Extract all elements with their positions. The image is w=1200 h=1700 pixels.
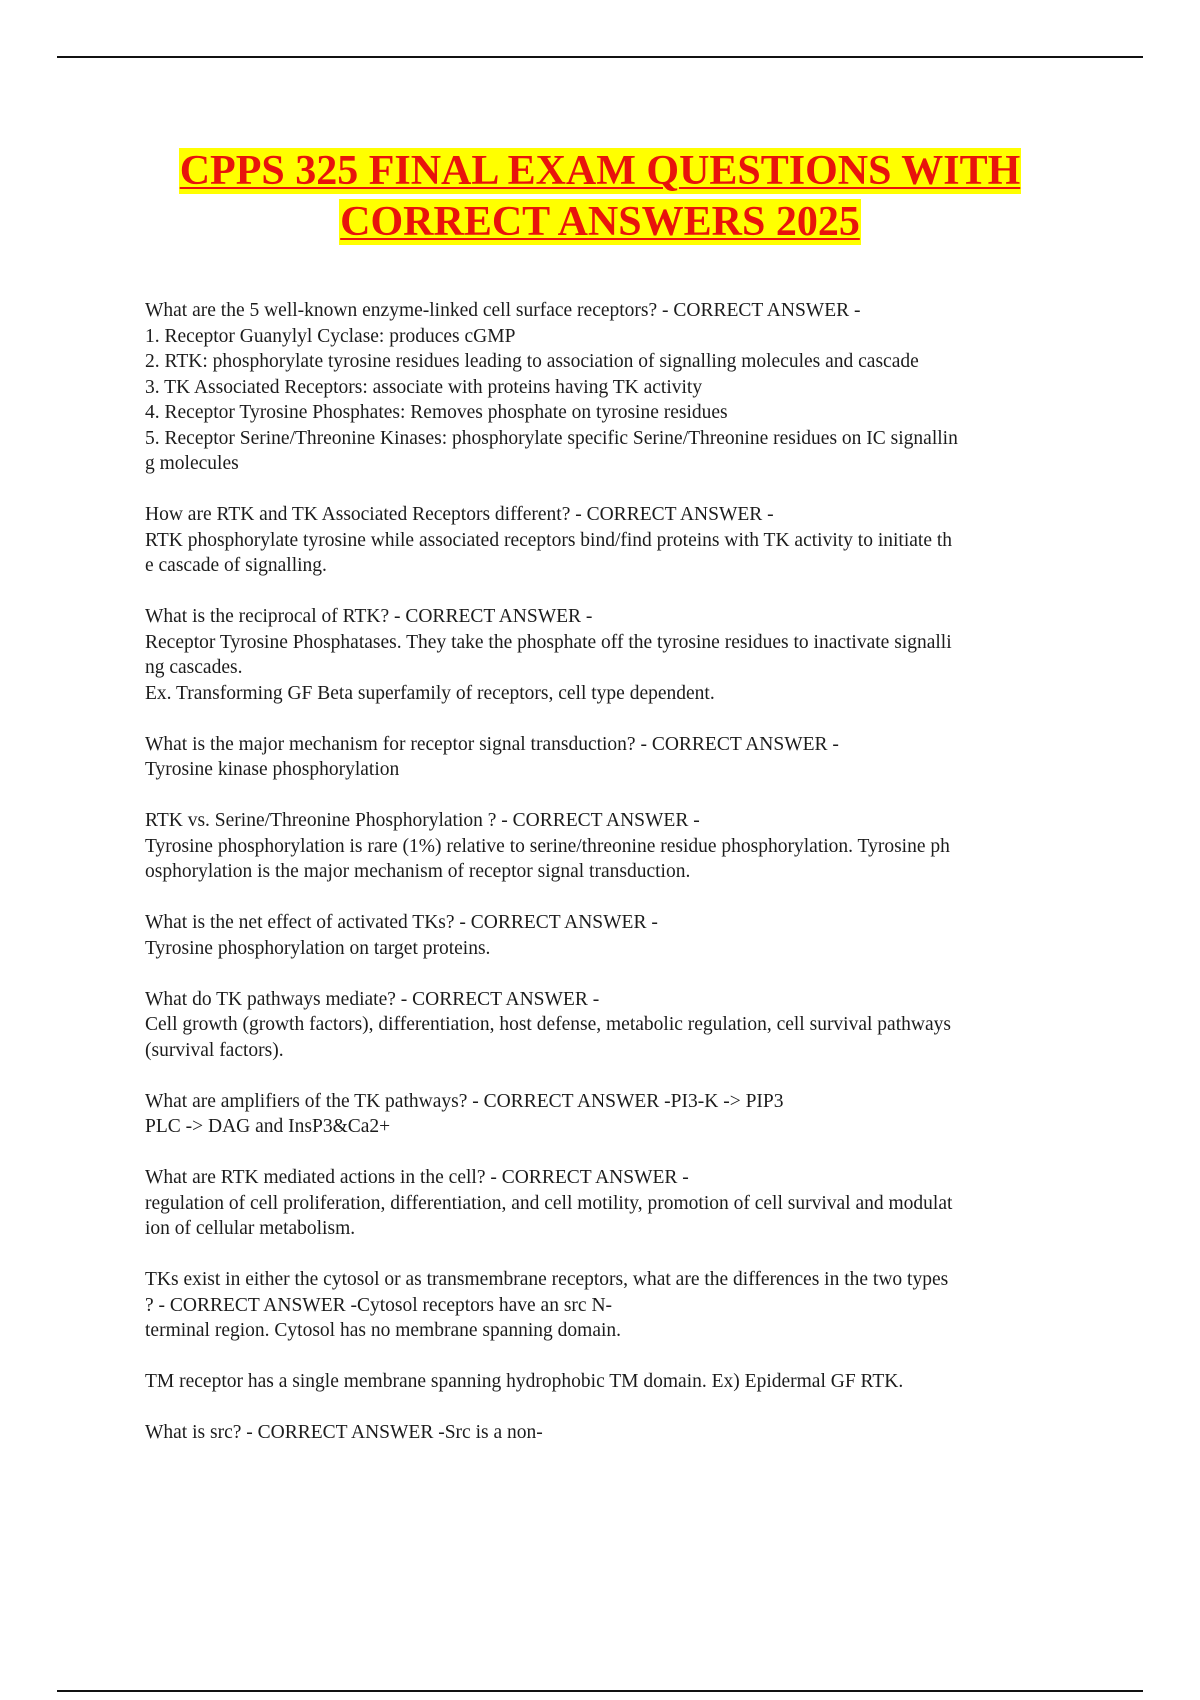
- qa-answer-line: terminal region. Cytosol has no membrane spanning domain.: [145, 1320, 622, 1341]
- qa-question-line: What is the net effect of activated TKs? - CORRECT ANSWER -: [145, 912, 658, 933]
- qa-answer-line: Tyrosine phosphorylation on target proteins.: [145, 937, 491, 959]
- title-line-2: CORRECT ANSWERS 2025: [340, 199, 860, 245]
- qa-answer-line: 3. TK Associated Receptors: associate with proteins having TK activity: [145, 376, 703, 398]
- qa-answer-line: Tyrosine kinase phosphorylation: [145, 759, 400, 780]
- qa-answer-line: PLC -> DAG and InsP3&Ca2+: [145, 1116, 391, 1137]
- qa-answer-line: 5. Receptor Serine/Threonine Kinases: phosphorylate specific Serine/Threonine residues on IC signallin: [145, 427, 958, 449]
- qa-question-line: TKs exist in either the cytosol or as transmembrane receptors, what are the differences in the two types: [145, 1269, 949, 1290]
- qa-block: [145, 298, 1090, 477]
- qa-answer-line: 2. RTK: phosphorylate tyrosine residues leading to association of signalling molecules and cascade: [145, 351, 919, 372]
- qa-block: [145, 1420, 1090, 1446]
- qa-answer-line: 4. Receptor Tyrosine Phosphates: Removes phosphate on tyrosine residues: [145, 402, 728, 423]
- title-line-1: CPPS 325 FINAL EXAM QUESTIONS WITH: [179, 148, 1021, 194]
- qa-answer-line: osphorylation is the major mechanism of receptor signal transduction.: [145, 861, 691, 882]
- top-rule: [57, 56, 1143, 58]
- qa-answer-line: 1. Receptor Guanylyl Cyclase: produces cGMP: [145, 325, 516, 347]
- qa-answer-line: ion of cellular metabolism.: [145, 1218, 356, 1239]
- bottom-rule: [57, 1690, 1143, 1692]
- qa-question-line: What is the reciprocal of RTK? - CORRECT ANSWER -: [145, 606, 593, 627]
- qa-question-line: RTK vs. Serine/Threonine Phosphorylation ? - CORRECT ANSWER -: [145, 810, 700, 831]
- qa-answer-line: ? - CORRECT ANSWER -Cytosol receptors have an src N-: [145, 1294, 613, 1316]
- qa-question-line: What do TK pathways mediate? - CORRECT ANSWER -: [145, 988, 600, 1010]
- qa-answer-line: Tyrosine phosphorylation is rare (1%) relative to serine/threonine residue phosphorylation. Tyrosine ph: [145, 835, 950, 857]
- qa-block: [145, 1089, 1090, 1140]
- qa-answer-line: Cell growth (growth factors), differentiation, host defense, metabolic regulation, cell survival pathways: [145, 1014, 951, 1035]
- qa-question-line: What is the major mechanism for receptor signal transduction? - CORRECT ANSWER -: [145, 733, 839, 755]
- qa-answer-line: Ex. Transforming GF Beta superfamily of receptors, cell type dependent.: [145, 682, 715, 704]
- qa-block: [145, 1369, 1090, 1395]
- qa-block: [145, 604, 1090, 706]
- qa-question-line: How are RTK and TK Associated Receptors different? - CORRECT ANSWER -: [145, 504, 774, 525]
- qa-answer-line: RTK phosphorylate tyrosine while associated receptors bind/find proteins with TK activity to initiate th: [145, 529, 953, 551]
- qa-question-line: What are the 5 well-known enzyme-linked cell surface receptors? - CORRECT ANSWER -: [145, 300, 861, 321]
- qa-question-line: What are amplifiers of the TK pathways? - CORRECT ANSWER -PI3-K -> PIP3: [145, 1090, 784, 1112]
- qa-block: [145, 1267, 1090, 1344]
- qa-answer-line: regulation of cell proliferation, differentiation, and cell motility, promotion of cell survival and modulat: [145, 1192, 953, 1214]
- qa-block: [145, 732, 1090, 783]
- qa-answer-line: e cascade of signalling.: [145, 555, 327, 576]
- qa-block: [145, 1165, 1090, 1242]
- page-title: [100, 146, 1100, 248]
- qa-question-line: TM receptor has a single membrane spanning hydrophobic TM domain. Ex) Epidermal GF RTK.: [145, 1371, 904, 1392]
- qa-answer-line: g molecules: [145, 453, 239, 474]
- qa-block: [145, 910, 1090, 961]
- qa-block: [145, 502, 1090, 579]
- qa-question-line: What are RTK mediated actions in the cell? - CORRECT ANSWER -: [145, 1167, 689, 1188]
- qa-answer-line: (survival factors).: [145, 1039, 284, 1061]
- qa-answer-line: ng cascades.: [145, 657, 243, 678]
- qa-question-line: What is src? - CORRECT ANSWER -Src is a non-: [145, 1422, 543, 1443]
- qa-answer-line: Receptor Tyrosine Phosphatases. They take the phosphate off the tyrosine residues to inactivate signalli: [145, 631, 952, 653]
- qa-content: [145, 298, 1090, 1471]
- qa-block: [145, 808, 1090, 885]
- qa-block: [145, 987, 1090, 1064]
